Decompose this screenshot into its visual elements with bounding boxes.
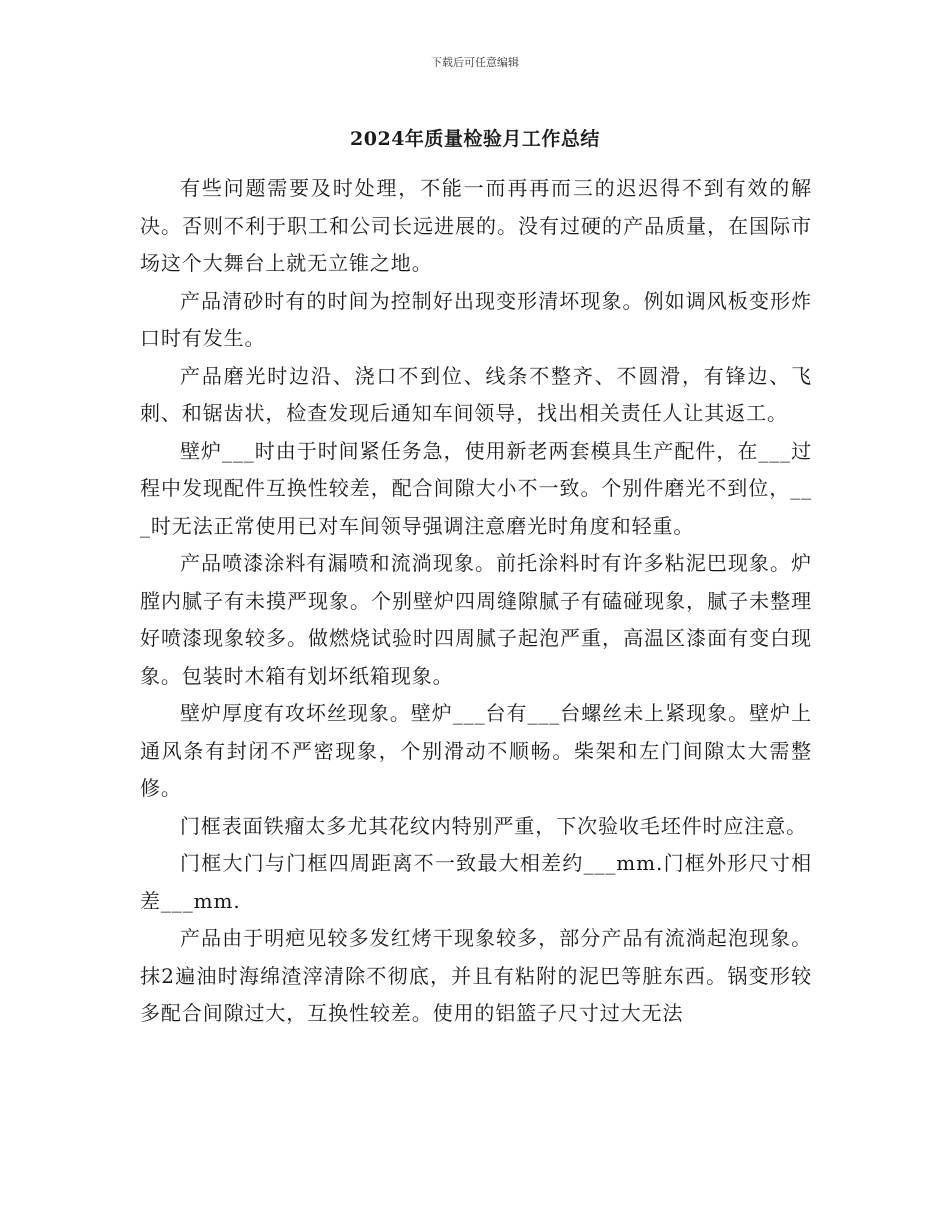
- paragraph: 产品由于明疤见较多发红烤干现象较多，部分产品有流淌起泡现象。抹2遍油时海绵渣滓清除不彻底，并且有粘附的泥巴等脏东西。锅变形较多配合间隙过大，互换性较差。使用的铝篮子尺寸过大无法: [140, 926, 812, 1025]
- paragraph: 产品磨光时边沿、浇口不到位、线条不整齐、不圆滑，有锋边、飞刺、和锯齿状，检查发现后通知车间领导，找出相关责任人让其返工。: [140, 363, 812, 425]
- header-note: 下载后可任意编辑: [431, 56, 519, 69]
- paragraph: 产品喷漆涂料有漏喷和流淌现象。前托涂料时有许多粘泥巴现象。炉膛内腻子有未摸严现象。个别壁炉四周缝隙腻子有磕碰现象，腻子未整理好喷漆现象较多。做燃烧试验时四周腻子起泡严重，高温区漆面有变白现象。包装时木箱有划坏纸箱现象。: [140, 551, 812, 688]
- paragraph: 门框大门与门框四周距离不一致最大相差约___mm.门框外形尺寸相差___mm.: [140, 851, 812, 913]
- paragraph: 有些问题需要及时处理，不能一而再再而三的迟迟得不到有效的解决。否则不利于职工和公司长远进展的。没有过硬的产品质量，在国际市场这个大舞台上就无立锥之地。: [140, 176, 812, 275]
- paragraph: 壁炉___时由于时间紧任务急，使用新老两套模具生产配件，在___过程中发现配件互换性较差，配合间隙大小不一致。个别件磨光不到位，___时无法正常使用已对车间领导强调注意磨光时角度和轻重。: [140, 438, 812, 538]
- document-body: [140, 170, 812, 1033]
- document-title: 2024年质量检验月工作总结: [350, 128, 600, 150]
- paragraph: 门框表面铁瘤太多尤其花纹内特别严重，下次验收毛坯件时应注意。: [180, 813, 807, 838]
- paragraph: 壁炉厚度有攻坏丝现象。壁炉___台有___台螺丝未上紧现象。壁炉上通风条有封闭不严密现象，个别滑动不顺畅。柴架和左门间隙太大需整修。: [140, 701, 812, 800]
- paragraph: 产品清砂时有的时间为控制好出现变形清坏现象。例如调风板变形炸口时有发生。: [140, 288, 812, 350]
